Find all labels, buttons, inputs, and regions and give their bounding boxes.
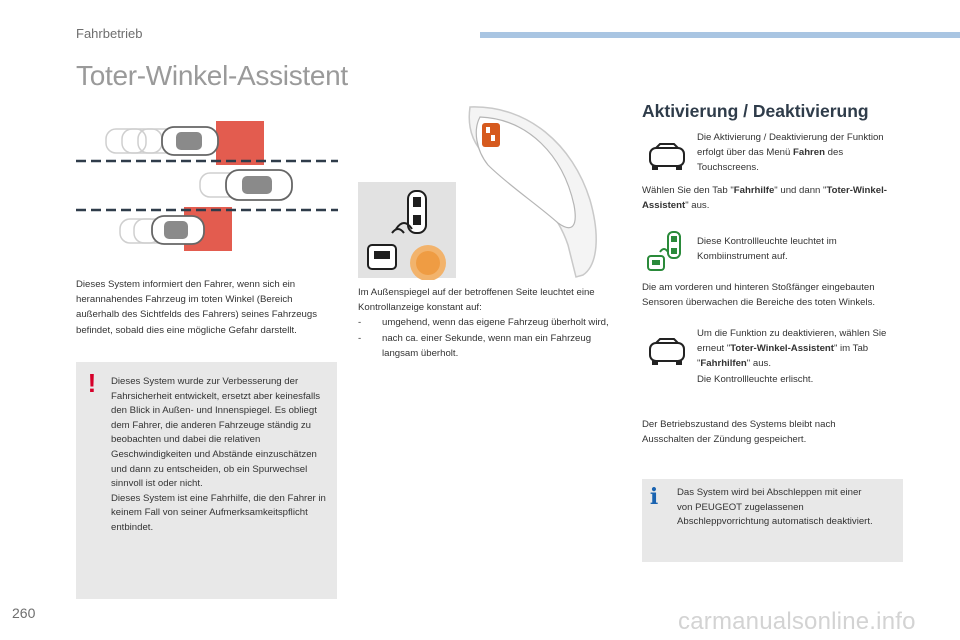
warning-paragraph: Dieses System wurde zur Verbesserung der Fahrsicherheit entwickelt, ersetzt aber keinesfalls den Blick in Außen- und Innenspiegel. Es obliegt dem Fahrer, die anderen Fahrzeuge ständig zu beobachten und dabei die relativen Geschwindigkeiten und Abstände einzuschätzen und dann zu entscheiden, ob ein Spurwechsel sinnvoll ist oder nicht.	[111, 376, 321, 490]
activation-step2: Wählen Sie den Tab "Fahrhilfe" und dann "Toter-Winkel-Assistent" aus.	[642, 185, 887, 212]
intro-text: Dieses System informiert den Fahrer, wenn sich ein herannahendes Fahrzeug im toten Winkel (Bereich außerhalb des Sichtfelds des Fahrers) seines Fahrzeugs befindet, sobald dies eine mögliche Gefahr darstellt.	[76, 279, 318, 336]
sensors-text: Die am vorderen und hinteren Stoßfänger eingebauten Sensoren überwachen die Bereiche des toten Winkels.	[642, 282, 876, 309]
warning-paragraph: Dieses System ist eine Fahrhilfe, die den Fahrer in keinem Fall von seiner Aufmerksamkeitspflicht entbindet.	[111, 492, 326, 533]
section-label: Fahrbetrieb	[76, 26, 143, 41]
car-own	[226, 170, 292, 200]
info-text: Das System wird bei Abschleppen mit einer von PEUGEOT zugelassenen Abschleppvorrichtung automatisch deaktiviert.	[677, 487, 873, 528]
blind-spot-illustration	[76, 115, 338, 255]
list-item: - umgehend, wenn das eigene Fahrzeug überholt wird,	[358, 317, 609, 329]
state-text: Der Betriebszustand des Systems bleibt nach Ausschalten der Zündung gespeichert.	[642, 419, 836, 446]
watermark: carmanualsonline.info	[678, 608, 916, 635]
indicator-text: Diese Kontrollleuchte leuchtet im Kombiinstrument auf.	[697, 236, 837, 263]
mirror-illustration	[358, 105, 620, 280]
header-bar	[480, 32, 960, 38]
warning-text	[111, 375, 331, 536]
activation-step1: Die Aktivierung / Deaktivierung der Funktion erfolgt über das Menü Fahren des Touchscreens.	[697, 132, 884, 174]
page-number: 260	[12, 605, 36, 621]
car-upper	[162, 127, 218, 155]
page-title: Toter-Winkel-Assistent	[76, 60, 348, 91]
blind-spot-indicator-icon	[646, 230, 690, 274]
car-lower	[152, 216, 204, 244]
activation-heading: Aktivierung / Deaktivierung	[642, 101, 869, 121]
mirror-intro: Im Außenspiegel auf der betroffenen Seite leuchtet eine Kontrollanzeige konstant auf:	[358, 287, 595, 314]
car-icon	[646, 136, 688, 178]
deactivate-text: Um die Funktion zu deaktivieren, wählen Sie erneut "Toter-Winkel-Assistent" im Tab "Fahrhilfen" aus. Die Kontrollleuchte erlischt.	[697, 328, 887, 385]
blind-spot-zone-upper	[216, 121, 264, 165]
mirror-text	[358, 285, 620, 361]
list-item: - nach ca. einer Sekunde, wenn man ein Fahrzeug langsam überholt.	[358, 332, 592, 359]
exclamation-icon: !	[87, 368, 97, 398]
car-icon	[646, 331, 688, 373]
info-icon: i	[649, 484, 659, 510]
